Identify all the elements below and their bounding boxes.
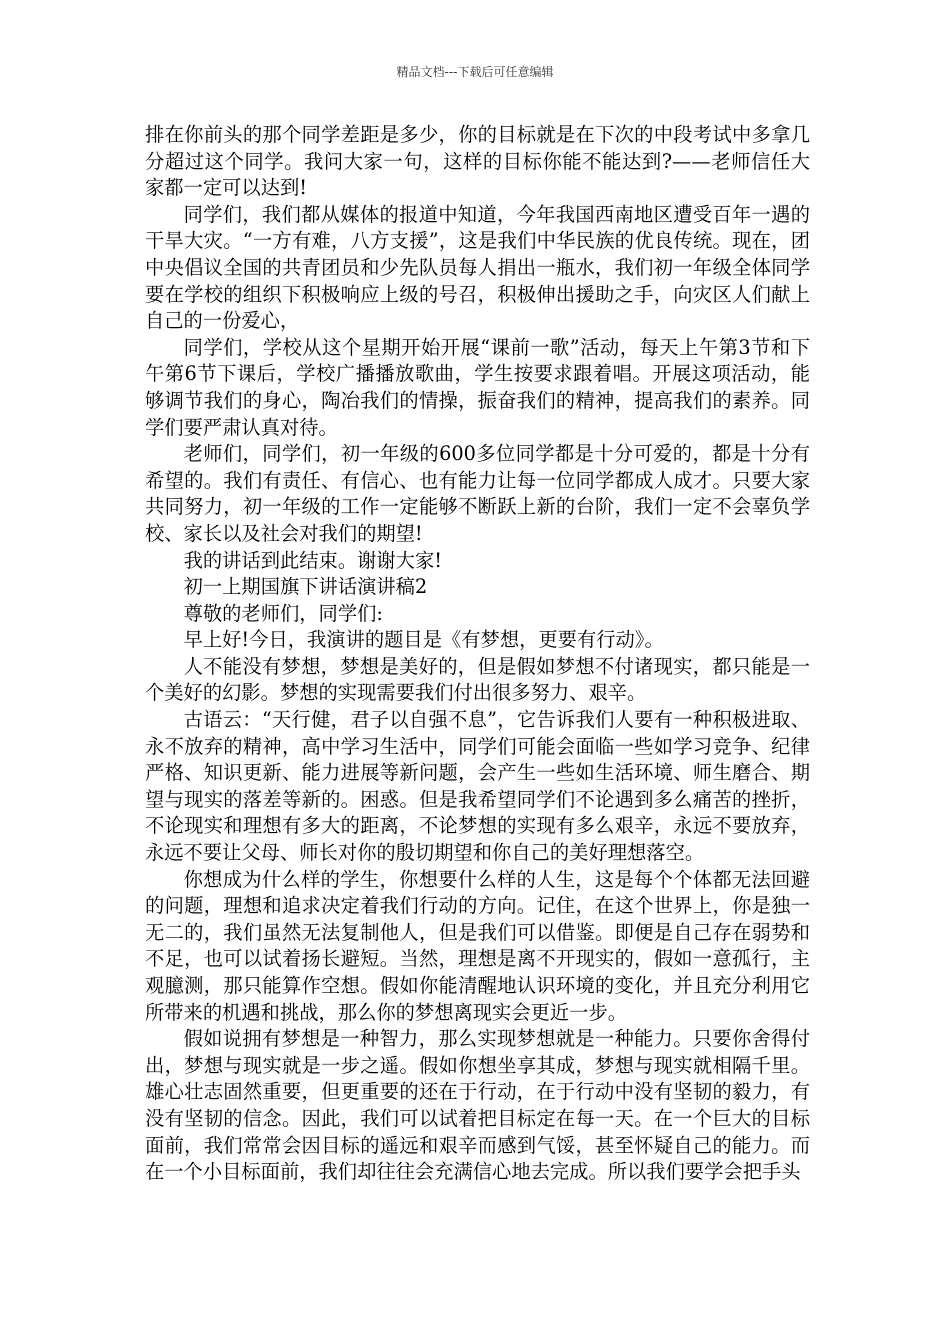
paragraph-11: 你想成为什么样的学生，你想要什么样的人生，这是每个个体都无法回避的问题，理想和追求决定着我们行动的方向。记住，在这个世界上，你是独一无二的，我们虽然无法复制他人，但是我们可以借鉴。即便是自己存在弱势和不足，也可以试着扬长避短。当然，理想是离不开现实的，假如一意孤行，主观臆测，那只能算作空想。假如你能清醒地认识环境的变化，并且充分利用它所带来的机遇和挑战，那么你的梦想离现实会更近一步。 [145, 867, 810, 1024]
paragraph-9: 人不能没有梦想，梦想是美好的，但是假如梦想不付诸现实，都只能是一个美好的幻影。梦想的实现需要我们付出很多努力、艰辛。 [145, 654, 810, 705]
section-title: 初一上期国旗下讲话演讲稿2 [183, 575, 428, 599]
paragraph-2: 同学们，我们都从媒体的报道中知道，今年我国西南地区遭受百年一遇的干旱大灾。“一方有难，八方支援”，这是我们中华民族的优良传统。现在，团中央倡议全国的共青团员和少先队员每人捐出一瓶水，我们初一年级全体同学要在学校的组织下积极响应上级的号召，积极伸出援助之手，向灾区人们献上自己的一份爱心， [145, 202, 810, 333]
page-header: 精品文档---下载后可任意编辑 [396, 65, 554, 79]
paragraph-4: 老师们，同学们，初一年级的600多位同学都是十分可爱的，都是十分有希望的。我们有责任、有信心、也有能力让每一位同学都成人成才。只要大家共同努力，初一年级的工作一定能够不断跃上新的台阶，我们一定不会辜负学校、家长以及社会对我们的期望! [145, 442, 810, 545]
paragraph-5: 我的讲话到此结束。谢谢大家! [183, 548, 442, 572]
document-body [145, 122, 810, 1186]
paragraph-3: 同学们，学校从这个星期开始开展“课前一歌”活动，每天上午第3节和下午第6节下课后，学校广播播放歌曲，学生按要求跟着唱。开展这项活动，能够调节我们的身心，陶冶我们的情操，振奋我们的精神，提高我们的素养。同学们要严肃认真对待。 [145, 335, 810, 439]
paragraph-8: 早上好!今日，我演讲的题目是《有梦想，更要有行动》。 [183, 628, 664, 652]
paragraph-12: 假如说拥有梦想是一种智力，那么实现梦想就是一种能力。只要你舍得付出，梦想与现实就是一步之遥。假如你想坐享其成，梦想与现实就相隔千里。雄心壮志固然重要，但更重要的还在于行动，在于行动中没有坚韧的毅力，有没有坚韧的信念。因此，我们可以试着把目标定在每一天。在一个巨大的目标面前，我们常常会因目标的遥远和艰辛而感到气馁，甚至怀疑自己的能力。而在一个小目标面前，我们却往往会充满信心地去完成。所以我们要学会把手头 [145, 1027, 810, 1184]
paragraph-10: 古语云：“天行健，君子以自强不息”，它告诉我们人要有一种积极进取、永不放弃的精神，高中学习生活中，同学们可能会面临一些如学习竞争、纪律严格、知识更新、能力进展等新问题，会产生一些如生活环境、师生磨合、期望与现实的落差等新的。困惑。但是我希望同学们不论遇到多么痛苦的挫折，不论现实和理想有多大的距离，不论梦想的实现有多么艰辛，永远不要放弃，永远不要让父母、师长对你的殷切期望和你自己的美好理想落空。 [145, 708, 810, 865]
salutation: 尊敬的老师们，同学们: [183, 601, 383, 625]
paragraph-1: 排在你前头的那个同学差距是多少，你的目标就是在下次的中段考试中多拿几分超过这个同学。我问大家一句，这样的目标你能不能达到?——老师信任大家都一定可以达到! [145, 123, 810, 200]
